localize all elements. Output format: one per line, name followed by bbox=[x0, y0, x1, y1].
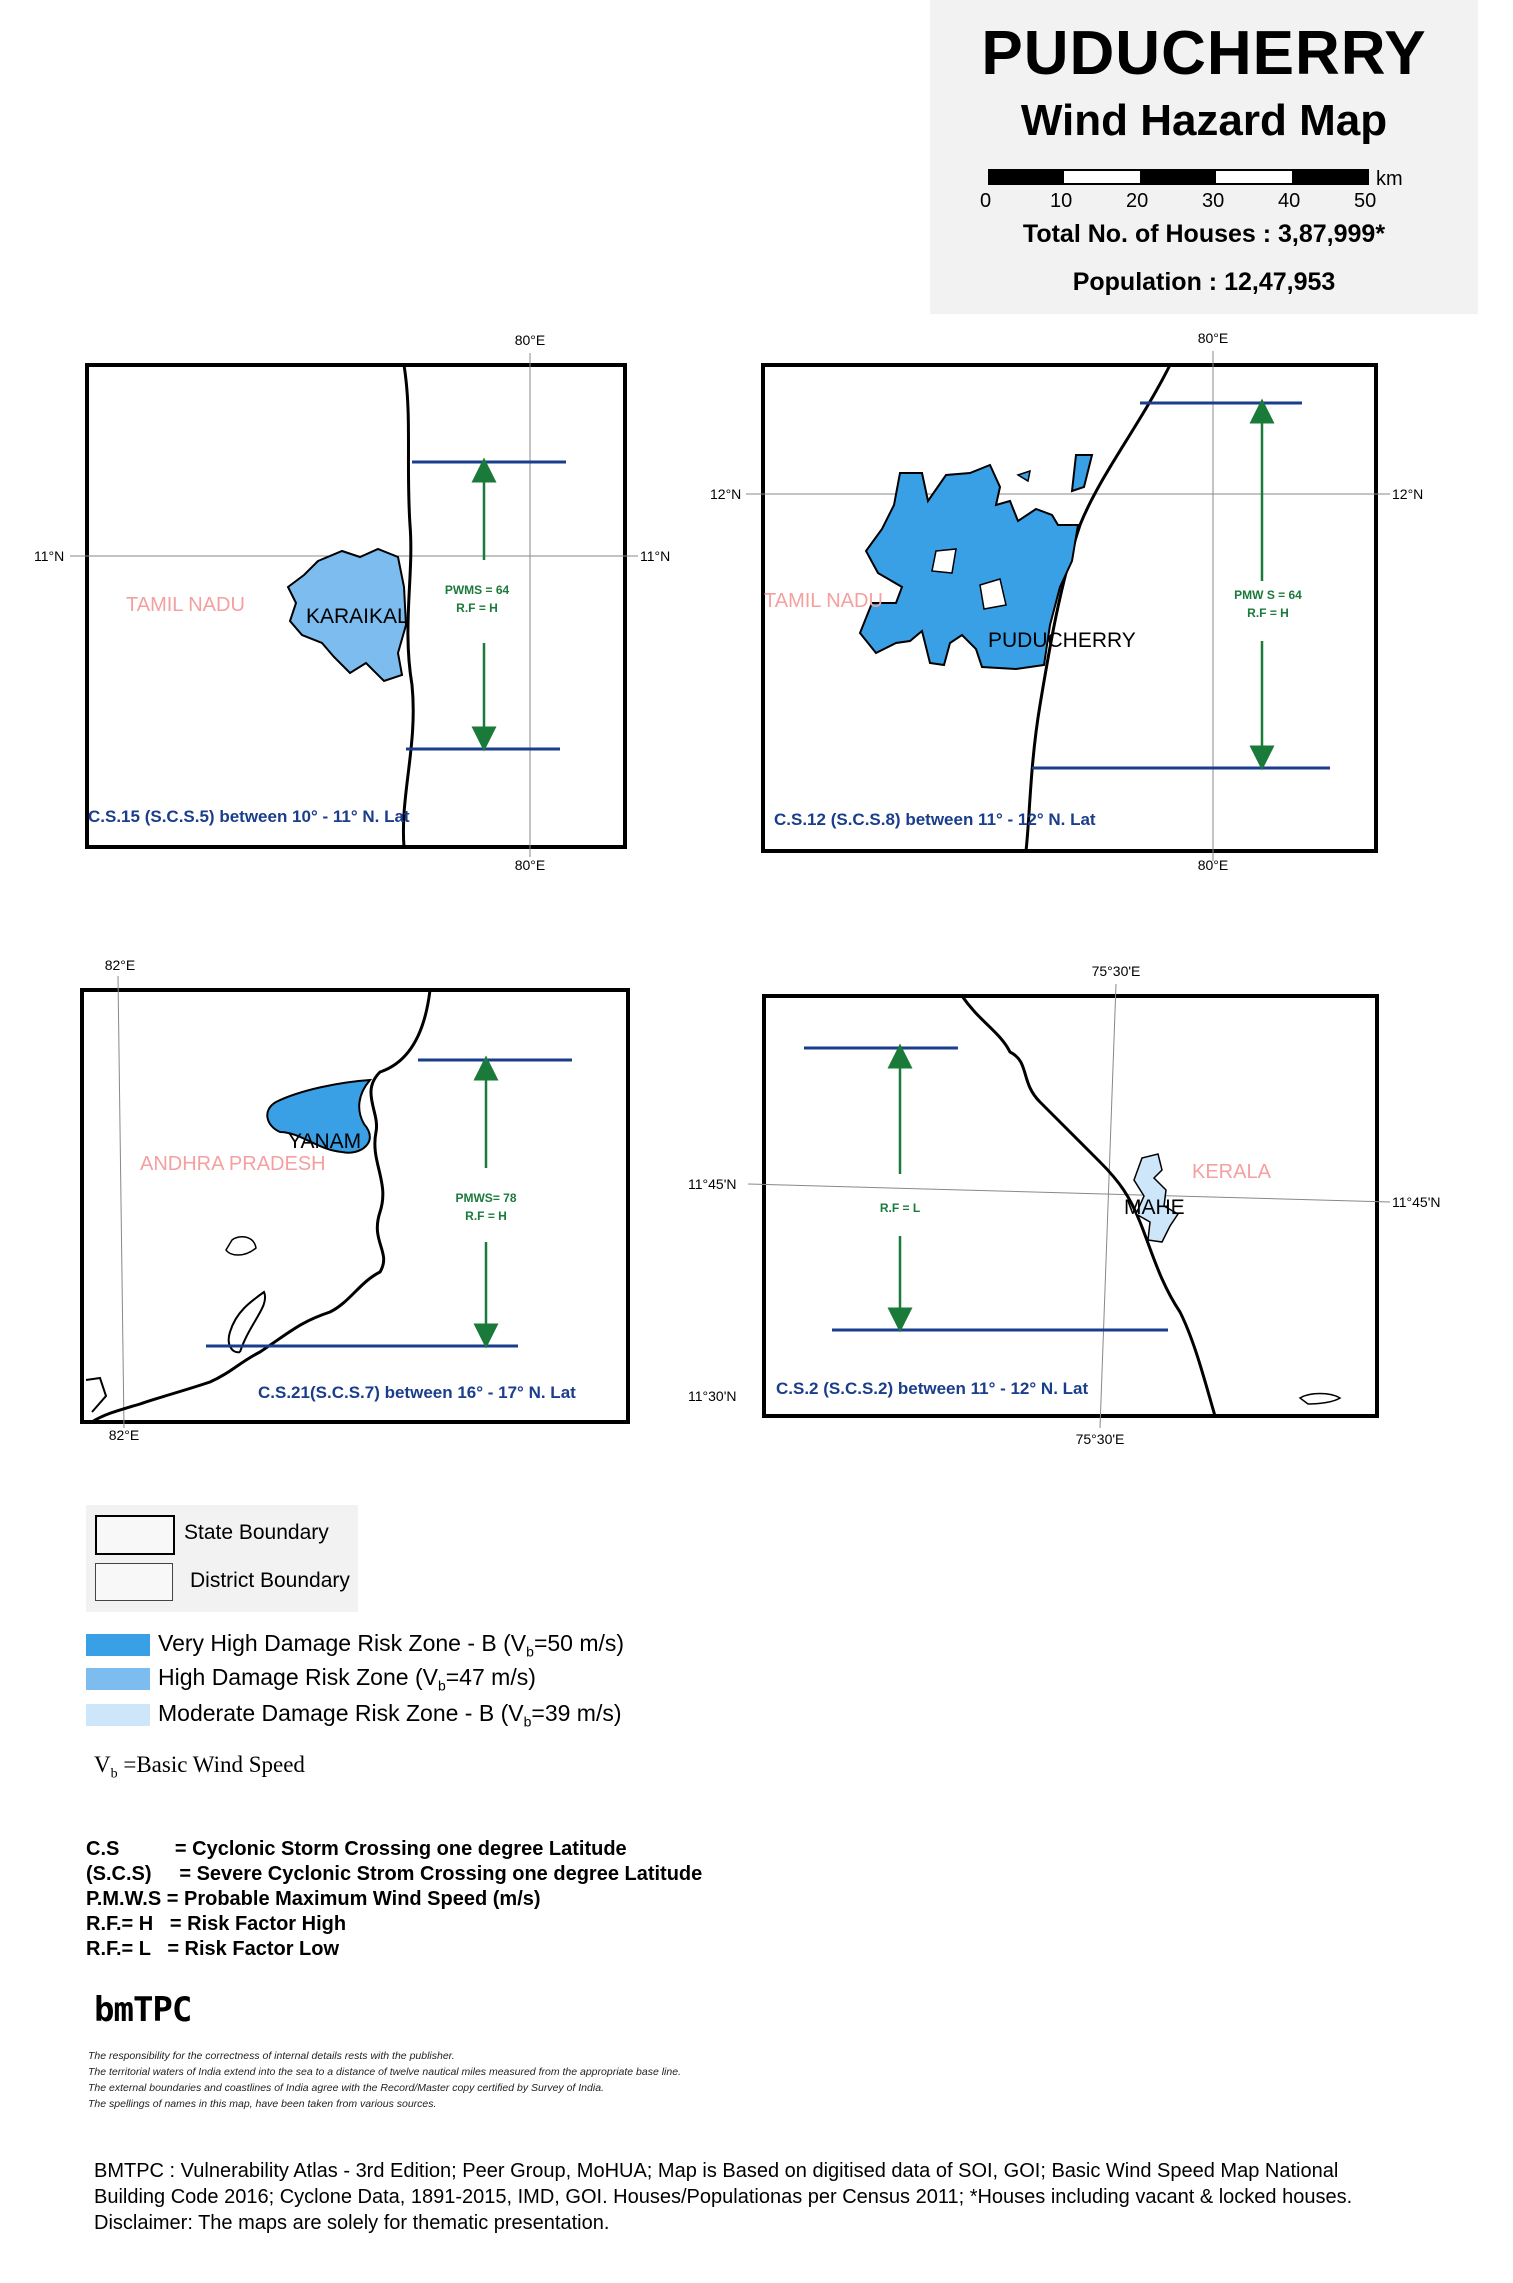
disclaimer-line-1: The responsibility for the correctness of internal details rests with the publisher. bbox=[88, 2050, 455, 2062]
karaikal-pwms: PWMS = 64 bbox=[444, 583, 510, 597]
puducherry-rf: R.F = H bbox=[1247, 606, 1289, 620]
mahe-bottom-lon: 75°30'E bbox=[1075, 1431, 1125, 1447]
credits-line-1: BMTPC : Vulnerability Atlas - 3rd Edition; Peer Group, MoHUA; Map is Based on digitised data of SOI, GOI; Basic Wind Speed Map National bbox=[94, 2160, 1339, 2182]
mahe-region-label: KERALA bbox=[1192, 1161, 1271, 1183]
mahe-rf: R.F = L bbox=[879, 1201, 921, 1215]
karaikal-bottom-lon: 80°E bbox=[514, 857, 546, 873]
map-subtitle: Wind Hazard Map bbox=[1020, 96, 1388, 145]
puducherry-map bbox=[700, 325, 1513, 895]
karaikal-region-label: TAMIL NADU bbox=[126, 594, 245, 616]
scale-label-30: 30 bbox=[1202, 190, 1225, 212]
abbr-pmws: P.M.W.S = Probable Maximum Wind Speed (m/s) bbox=[86, 1888, 541, 1910]
abbr-cs: C.S = Cyclonic Storm Crossing one degree Latitude bbox=[86, 1838, 627, 1860]
yanam-pwms: PMWS= 78 bbox=[455, 1191, 517, 1205]
state-boundary-label: State Boundary bbox=[184, 1521, 329, 1544]
karaikal-top-lon: 80°E bbox=[514, 332, 546, 348]
scale-label-0: 0 bbox=[980, 190, 992, 212]
very-high-zone-label: Very High Damage Risk Zone - B ($V_b=50$ m/s) bbox=[158, 1630, 625, 1660]
moderate-zone-swatch bbox=[86, 1704, 150, 1726]
population: Population : 12,47,953 bbox=[1072, 268, 1336, 296]
yanam-bottom-lon: 82°E bbox=[108, 1427, 140, 1443]
boundary-legend bbox=[86, 1505, 358, 1612]
yanam-rf: R.F = H bbox=[465, 1209, 507, 1223]
abbr-rf-high: R.F.= H = Risk Factor High bbox=[86, 1913, 347, 1935]
mahe-left-lat-bottom: 11°30'N bbox=[688, 1388, 737, 1404]
credits bbox=[94, 2158, 1494, 2236]
mahe-district-label: MAHE bbox=[1124, 1196, 1185, 1219]
puducherry-pwms: PMW S = 64 bbox=[1234, 588, 1302, 602]
puducherry-bottom-lon: 80°E bbox=[1197, 857, 1229, 873]
karaikal-map bbox=[0, 325, 700, 895]
mahe-map bbox=[680, 952, 1513, 1462]
disclaimer-line-3: The external boundaries and coastlines of India agree with the Record/Master copy certified by Survey of India. bbox=[88, 2082, 604, 2094]
puducherry-right-lat: 12°N bbox=[1392, 486, 1424, 502]
puducherry-left-lat: 12°N bbox=[710, 486, 742, 502]
district-boundary-label: District Boundary bbox=[190, 1569, 350, 1592]
scale-bar bbox=[988, 168, 1428, 192]
puducherry-hole-1 bbox=[932, 549, 956, 573]
yanam-map bbox=[0, 952, 700, 1462]
scale-unit: km bbox=[1376, 168, 1403, 190]
karaikal-caption: C.S.15 (S.C.S.5) between 10° - 11° N. Lat bbox=[88, 807, 410, 826]
credits-line-3: Disclaimer: The maps are solely for thematic presentation. bbox=[94, 2212, 610, 2234]
state-boundary-swatch bbox=[95, 1515, 175, 1555]
scale-label-10: 10 bbox=[1050, 190, 1073, 212]
title-block bbox=[930, 0, 1478, 314]
moderate-zone-label: Moderate Damage Risk Zone - B ($V_b=39$ m/s) bbox=[158, 1700, 622, 1730]
puducherry-district-label: PUDUCHERRY bbox=[988, 629, 1136, 652]
bmtpc-logo: bmTPC bbox=[94, 1990, 192, 2030]
disclaimer-line-2: The territorial waters of India extend into the sea to a distance of twelve nautical miles measured from the appropriate base line. bbox=[88, 2066, 681, 2078]
total-houses: Total No. of Houses : 3,87,999* bbox=[1022, 220, 1386, 248]
mahe-right-lat-top: 11°45'N bbox=[1392, 1194, 1441, 1210]
district-boundary-swatch bbox=[95, 1563, 173, 1601]
yanam-top-lon: 82°E bbox=[104, 957, 136, 973]
mahe-caption: C.S.2 (S.C.S.2) between 11° - 12° N. Lat bbox=[776, 1379, 1089, 1398]
puducherry-top-lon: 80°E bbox=[1197, 330, 1229, 346]
map-title: PUDUCHERRY bbox=[981, 19, 1427, 88]
high-zone-swatch bbox=[86, 1668, 150, 1690]
karaikal-right-lat: 11°N bbox=[640, 548, 671, 564]
mahe-top-lon: 75°30'E bbox=[1091, 963, 1141, 979]
puducherry-region-label: TAMIL NADU bbox=[764, 590, 883, 612]
karaikal-rf: R.F = H bbox=[456, 601, 498, 615]
yanam-district-label: YANAM bbox=[288, 1130, 362, 1153]
abbr-rf-low: R.F.= L = Risk Factor Low bbox=[86, 1938, 340, 1960]
yanam-region-label: ANDHRA PRADESH bbox=[140, 1153, 326, 1175]
credits-line-2: Building Code 2016; Cyclone Data, 1891-2015, IMD, GOI. Houses/Populationas per Census 2011; *Houses including vacant & locked houses. bbox=[94, 2186, 1353, 2208]
scale-label-20: 20 bbox=[1126, 190, 1149, 212]
karaikal-district-label: KARAIKAL bbox=[306, 605, 409, 628]
yanam-caption: C.S.21(S.C.S.7) between 16° - 17° N. Lat bbox=[258, 1383, 576, 1402]
abbr-scs: (S.C.S) = Severe Cyclonic Strom Crossing one degree Latitude bbox=[86, 1863, 703, 1885]
mahe-frame bbox=[764, 996, 1377, 1416]
vb-note: $V_b$ =Basic Wind Speed bbox=[94, 1752, 305, 1782]
high-zone-label: High Damage Risk Zone ($V_b=47$ m/s) bbox=[158, 1664, 536, 1694]
karaikal-left-lat: 11°N bbox=[34, 548, 65, 564]
scale-label-50: 50 bbox=[1354, 190, 1377, 212]
scale-label-40: 40 bbox=[1278, 190, 1301, 212]
very-high-zone-swatch bbox=[86, 1634, 150, 1656]
mahe-left-lat-top: 11°45'N bbox=[688, 1176, 737, 1192]
disclaimer-line-4: The spellings of names in this map, have been taken from various sources. bbox=[88, 2098, 437, 2110]
puducherry-caption: C.S.12 (S.C.S.8) between 11° - 12° N. Lat bbox=[774, 810, 1096, 829]
yanam-frame bbox=[82, 990, 628, 1422]
